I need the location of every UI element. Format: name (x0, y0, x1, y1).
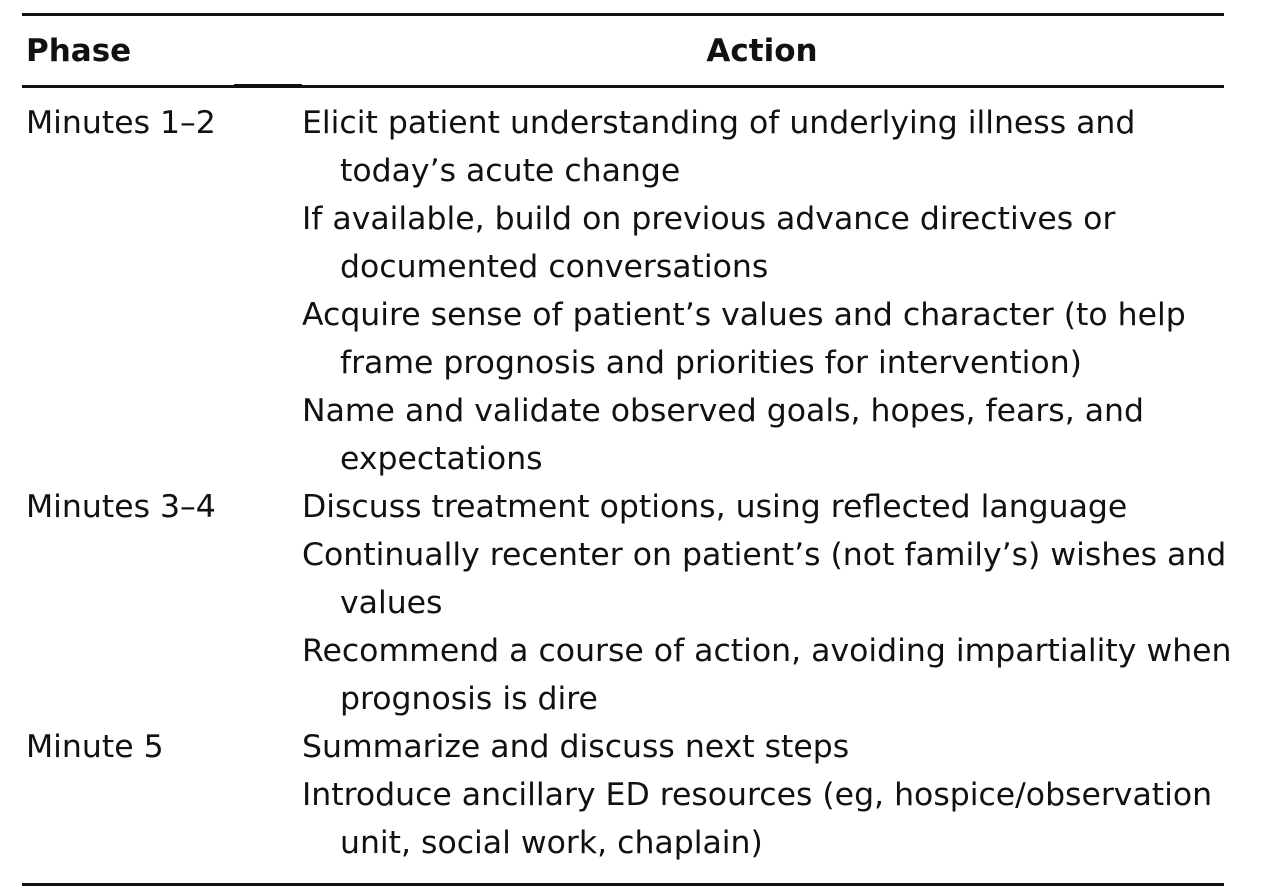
action-cell (302, 483, 1232, 723)
phase-cell: Minutes 3–4 (26, 489, 216, 525)
action-item: Discuss treatment options, using reflected language (302, 489, 1128, 525)
action-item: Elicit patient understanding of underlying illness and today’s acute change (302, 105, 1136, 189)
action-item: Summarize and discuss next steps (302, 729, 850, 765)
column-header-phase: Phase (26, 33, 132, 69)
action-item: Acquire sense of patient’s values and character (to help frame prognosis and priorities for intervention) (302, 297, 1186, 381)
action-cell (302, 99, 1232, 483)
action-cell (302, 723, 1232, 867)
phase-cell: Minutes 1–2 (26, 105, 216, 141)
phase-header-underline (234, 84, 302, 86)
action-item: Name and validate observed goals, hopes, fears, and expectations (302, 393, 1144, 477)
phase-cell: Minute 5 (26, 729, 164, 765)
action-item: Recommend a course of action, avoiding impartiality when prognosis is dire (302, 633, 1232, 717)
column-header-action: Action (706, 33, 818, 69)
action-item: Introduce ancillary ED resources (eg, hospice/observation unit, social work, chaplain) (302, 777, 1213, 861)
table-top-rule (22, 13, 1224, 16)
action-item: Continually recenter on patient’s (not family’s) wishes and values (302, 537, 1227, 621)
table-bottom-rule (22, 883, 1224, 886)
table-header-rule (22, 85, 1224, 88)
action-item: If available, build on previous advance directives or documented conversations (302, 201, 1116, 285)
